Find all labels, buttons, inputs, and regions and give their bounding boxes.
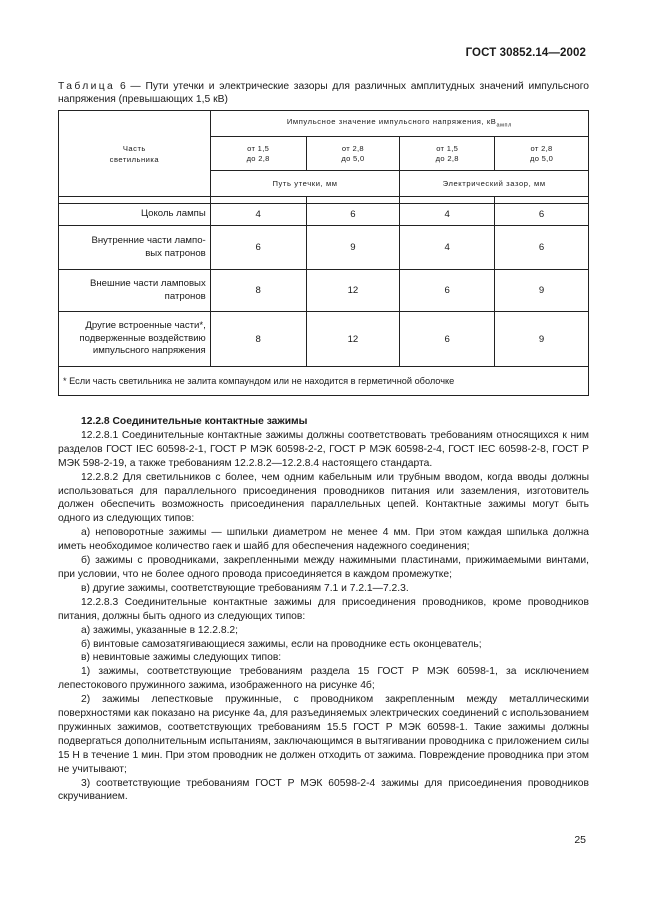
range-header [306,137,400,171]
spacer-cell [59,197,211,204]
range-to: до 2,8 [435,153,459,163]
row-label-line: Внутренние части лампо- [91,235,206,246]
table-row [59,270,589,312]
row-label-line: импульсного напряжения [92,345,206,357]
table-row [59,204,589,226]
spacer-cell [306,197,400,204]
value-cell: 4 [400,204,495,226]
row-label-line: Внешние части ламповых [89,278,206,289]
creepage-clearance-table [58,110,589,396]
paragraph: б) винтовые самозатягивающиеся зажимы, если на проводнике есть оконцеватель; [81,638,482,650]
range-to: до 5,0 [530,153,554,163]
value-cell: 6 [400,270,495,312]
paragraph: а) зажимы, указанные в 12.2.8.2; [81,624,239,636]
body-text [58,415,589,804]
paragraph: 12.2.8.3 Соединительные контактные зажимы для присоединения проводников, кроме проводников питания, должны быть одного из следующих типов: [58,596,589,622]
section-heading: 12.2.8 Соединительные контактные зажимы [81,416,308,427]
table-footnote: * Если часть светильника не залита компаундом или не находится в герметичной оболочке [59,367,589,396]
part-header-line: светильника [109,154,160,164]
spacer-cell [495,197,589,204]
range-header [400,137,495,171]
value-cell: 12 [306,312,400,367]
paragraph: 12.2.8.2 Для светильников с более, чем одним кабельным или трубным вводом, когда вводы должны использоваться для параллельного присоединения проводников питания или заземления, изготовитель должен обеспечить возможность присоединения параллельных цепей. Контактные зажимы могут быть одного из следующих типов: [58,471,589,525]
spacer-cell [210,197,306,204]
table-caption [58,80,589,106]
range-header [210,137,306,171]
value-cell: 9 [495,270,589,312]
range-header [495,137,589,171]
range-from: от 2,8 [530,143,553,153]
range-from: от 1,5 [436,143,459,153]
paragraph: 12.2.8.1 Соединительные контактные зажимы должны соответствовать требованиям относящихся к ним разделов ГОСТ IEC 60598-2-1, ГОСТ Р МЭК 60598-2-2, ГОСТ Р МЭК 60598-2-4, ГОСТ IEC 60598-2-8, ГОСТ Р МЭК 598-2-19, а также требованиям 12.2.8.2—12.2.8.4 настоящего стандарта. [58,429,589,469]
range-from: от 2,8 [341,143,364,153]
impulse-header-subscript: ампл [496,122,512,129]
value-cell: 9 [495,312,589,367]
row-label [59,312,211,367]
paragraph: 2) зажимы лепестковые пружинные, с проводником закрепленным между металлическими поверхностями как показано на рисунке 4а, для разъединяемых электрических соединений с использованием пружинных зажимов, соответствующих требованиям 15.5 ГОСТ Р МЭК 60598-1. Такие зажимы должны подвергаться дополнительным испытаниям, заключающимся в вытягивании проводника с приложением силы 15 Н в течение 1 мин. При этом проводник не должен отходить от зажима. Повреждение проводника при этом не учитывают; [58,694,589,775]
clearance-header: Электрический зазор, мм [400,171,589,197]
value-cell: 4 [210,204,306,226]
range-to: до 5,0 [341,153,365,163]
value-cell: 6 [400,312,495,367]
paragraph: 3) соответствующие требованиям ГОСТ Р МЭК 60598-2-4 зажимы для присоединения проводников скручиванием. [58,777,589,803]
row-label-line: Цоколь лампы [141,208,206,220]
value-cell: 6 [306,204,400,226]
range-from: от 1,5 [247,143,270,153]
row-label-line: патронов [164,290,206,302]
value-cell: 4 [400,226,495,270]
row-label-line: Другие встроенные части*, [85,320,206,332]
value-cell: 9 [306,226,400,270]
paragraph: 1) зажимы, соответствующие требованиям раздела 15 ГОСТ Р МЭК 60598-1, за исключением лепестокового пружинного зажима, изображенного на рисунке 4б; [58,666,589,692]
paragraph: а) неповоротные зажимы — шпильки диаметром не менее 4 мм. При этом каждая шпилька должна иметь необходимое количество гаек и шайб для обеспечения надежного соединения; [58,527,589,553]
table-caption-text: 6 — Пути утечки и электрические зазоры для различных амплитудных значений импульсного напряжения (превышающих 1,5 кВ) [58,81,589,105]
table-row [59,226,589,270]
paragraph: в) другие зажимы, соответствующие требованиям 7.1 и 7.2.1—7.2.3. [81,582,409,594]
part-header-line: Часть [122,143,146,153]
paragraph: б) зажимы с проводниками, закрепленными между нажимными пластинами, прижимаемыми винтами, при условии, что не более одного провода присоединяется в каждом промежутке; [58,555,589,580]
creepage-header: Путь утечки, мм [210,171,400,197]
standard-header: ГОСТ 30852.14—2002 [465,47,586,59]
row-label [59,204,211,226]
table-row [59,312,589,367]
value-cell: 6 [210,226,306,270]
range-to: до 2,8 [246,153,270,163]
impulse-header-text: Импульсное значение импульсного напряжения, кВ [286,116,497,126]
value-cell: 6 [495,226,589,270]
row-label-line: вых патронов [145,247,206,259]
page-number: 25 [574,834,586,846]
row-label [59,226,211,270]
spacer-cell [400,197,495,204]
table-caption-prefix: Таблица [58,81,116,92]
value-cell: 8 [210,312,306,367]
row-label-line: подверженные воздействию [79,332,206,344]
value-cell: 6 [495,204,589,226]
paragraph: в) невинтовые зажимы следующих типов: [81,652,282,664]
impulse-header [210,111,588,137]
part-header-cell [59,111,211,197]
value-cell: 12 [306,270,400,312]
value-cell: 8 [210,270,306,312]
row-label [59,270,211,312]
